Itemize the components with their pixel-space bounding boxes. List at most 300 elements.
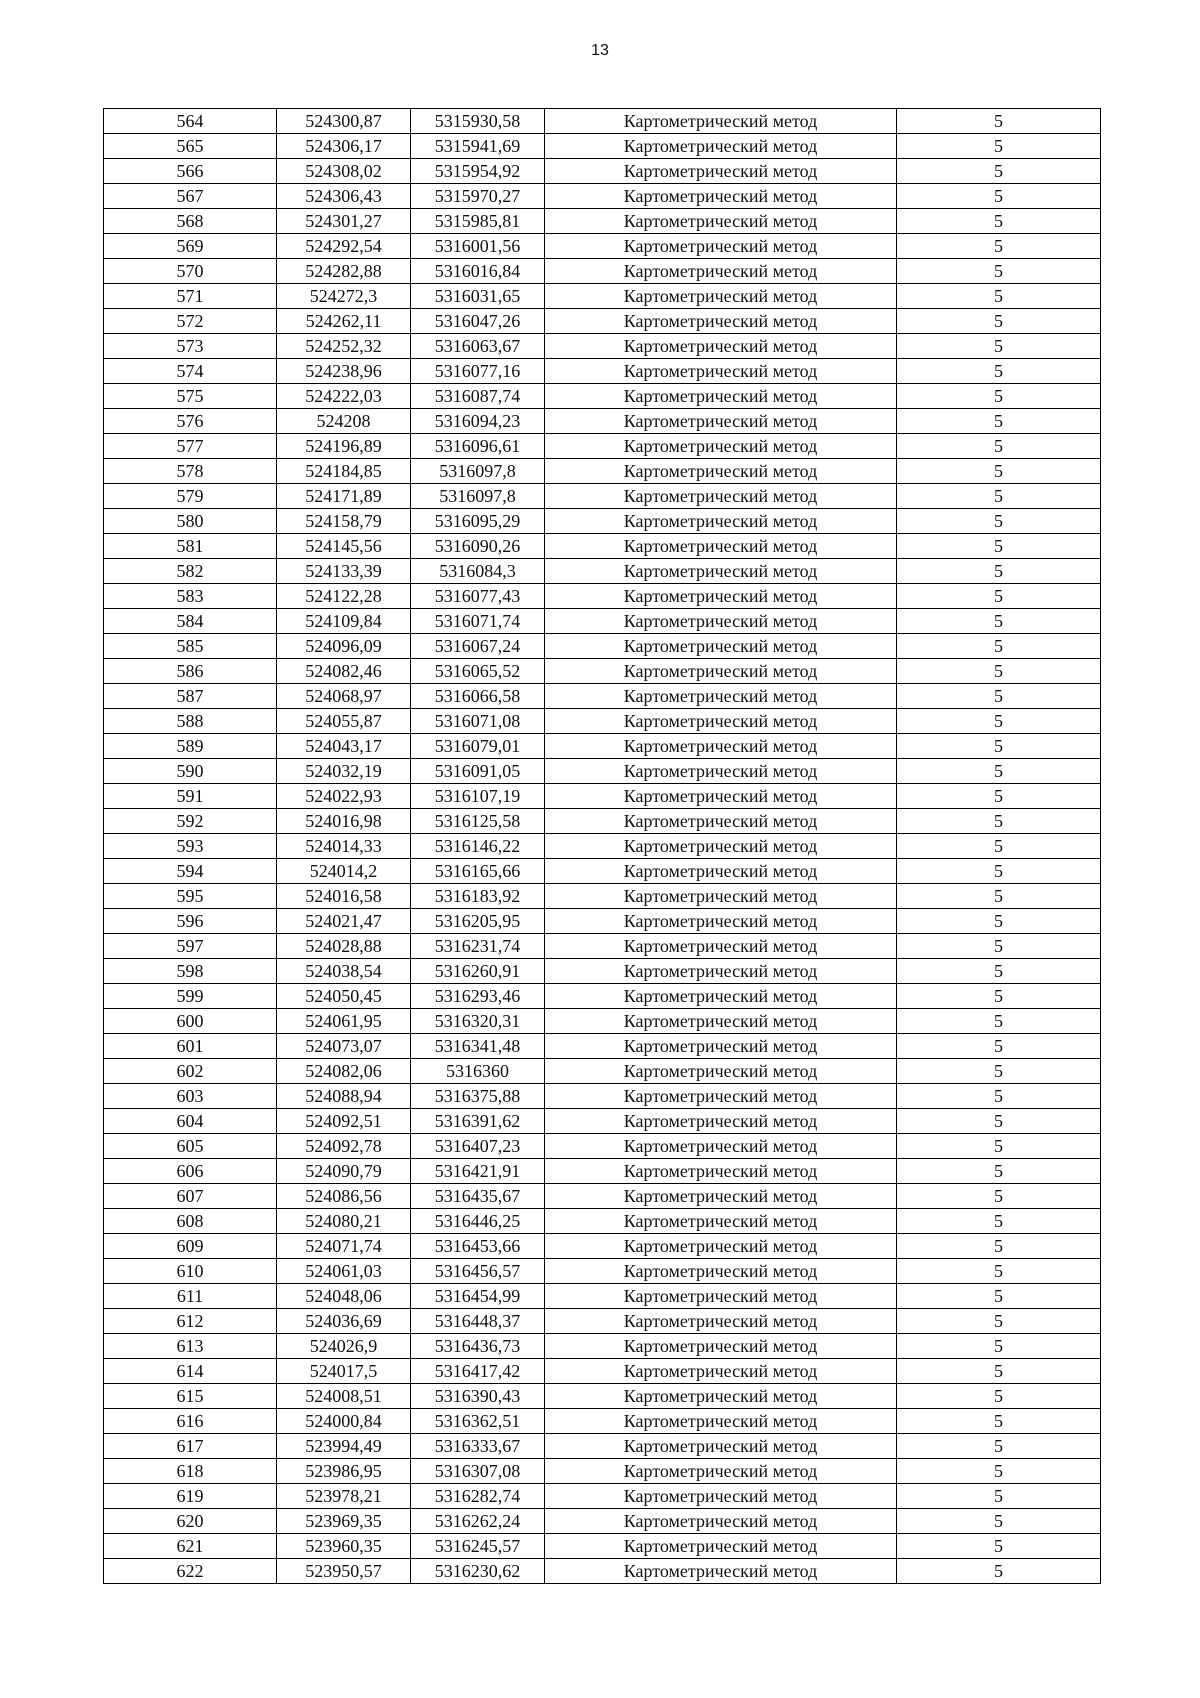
accuracy-cell: 5	[897, 134, 1101, 159]
method-cell: Картометрический метод	[545, 559, 897, 584]
accuracy-cell: 5	[897, 259, 1101, 284]
method-cell: Картометрический метод	[545, 1259, 897, 1284]
point-number-cell: 594	[104, 859, 277, 884]
point-number-cell: 611	[104, 1284, 277, 1309]
method-cell: Картометрический метод	[545, 484, 897, 509]
method-cell: Картометрический метод	[545, 334, 897, 359]
accuracy-cell: 5	[897, 1109, 1101, 1134]
x-coordinate-cell: 524016,58	[277, 884, 411, 909]
table-row	[104, 284, 1101, 309]
point-number-cell: 617	[104, 1434, 277, 1459]
accuracy-cell: 5	[897, 1359, 1101, 1384]
accuracy-cell: 5	[897, 1059, 1101, 1084]
y-coordinate-cell: 5315970,27	[411, 184, 545, 209]
point-number-cell: 577	[104, 434, 277, 459]
method-cell: Картометрический метод	[545, 984, 897, 1009]
table-row	[104, 759, 1101, 784]
point-number-cell: 585	[104, 634, 277, 659]
x-coordinate-cell: 523969,35	[277, 1509, 411, 1534]
method-cell: Картометрический метод	[545, 1484, 897, 1509]
point-number-cell: 587	[104, 684, 277, 709]
method-cell: Картометрический метод	[545, 1409, 897, 1434]
accuracy-cell: 5	[897, 159, 1101, 184]
accuracy-cell: 5	[897, 434, 1101, 459]
y-coordinate-cell: 5316077,16	[411, 359, 545, 384]
point-number-cell: 570	[104, 259, 277, 284]
accuracy-cell: 5	[897, 734, 1101, 759]
point-number-cell: 569	[104, 234, 277, 259]
method-cell: Картометрический метод	[545, 834, 897, 859]
method-cell: Картометрический метод	[545, 934, 897, 959]
method-cell: Картометрический метод	[545, 1009, 897, 1034]
x-coordinate-cell: 524008,51	[277, 1384, 411, 1409]
y-coordinate-cell: 5316071,08	[411, 709, 545, 734]
method-cell: Картометрический метод	[545, 1084, 897, 1109]
y-coordinate-cell: 5316065,52	[411, 659, 545, 684]
method-cell: Картометрический метод	[545, 584, 897, 609]
x-coordinate-cell: 524026,9	[277, 1334, 411, 1359]
table-row	[104, 159, 1101, 184]
y-coordinate-cell: 5316097,8	[411, 459, 545, 484]
table-row	[104, 459, 1101, 484]
y-coordinate-cell: 5315954,92	[411, 159, 545, 184]
table-row	[104, 809, 1101, 834]
accuracy-cell: 5	[897, 934, 1101, 959]
point-number-cell: 575	[104, 384, 277, 409]
point-number-cell: 565	[104, 134, 277, 159]
accuracy-cell: 5	[897, 484, 1101, 509]
point-number-cell: 602	[104, 1059, 277, 1084]
x-coordinate-cell: 524088,94	[277, 1084, 411, 1109]
x-coordinate-cell: 524122,28	[277, 584, 411, 609]
x-coordinate-cell: 524073,07	[277, 1034, 411, 1059]
point-number-cell: 586	[104, 659, 277, 684]
point-number-cell: 607	[104, 1184, 277, 1209]
method-cell: Картометрический метод	[545, 959, 897, 984]
y-coordinate-cell: 5316446,25	[411, 1209, 545, 1234]
accuracy-cell: 5	[897, 1384, 1101, 1409]
table-row	[104, 634, 1101, 659]
method-cell: Картометрический метод	[545, 809, 897, 834]
method-cell: Картометрический метод	[545, 909, 897, 934]
y-coordinate-cell: 5316031,65	[411, 284, 545, 309]
accuracy-cell: 5	[897, 1184, 1101, 1209]
accuracy-cell: 5	[897, 1459, 1101, 1484]
accuracy-cell: 5	[897, 684, 1101, 709]
accuracy-cell: 5	[897, 584, 1101, 609]
y-coordinate-cell: 5315941,69	[411, 134, 545, 159]
table-row	[104, 934, 1101, 959]
y-coordinate-cell: 5316231,74	[411, 934, 545, 959]
table-row	[104, 1134, 1101, 1159]
accuracy-cell: 5	[897, 1034, 1101, 1059]
accuracy-cell: 5	[897, 1409, 1101, 1434]
x-coordinate-cell: 524022,93	[277, 784, 411, 809]
point-number-cell: 603	[104, 1084, 277, 1109]
x-coordinate-cell: 524016,98	[277, 809, 411, 834]
point-number-cell: 576	[104, 409, 277, 434]
y-coordinate-cell: 5316260,91	[411, 959, 545, 984]
x-coordinate-cell: 524090,79	[277, 1159, 411, 1184]
point-number-cell: 593	[104, 834, 277, 859]
point-number-cell: 599	[104, 984, 277, 1009]
point-number-cell: 580	[104, 509, 277, 534]
point-number-cell: 579	[104, 484, 277, 509]
y-coordinate-cell: 5316448,37	[411, 1309, 545, 1334]
table-row	[104, 559, 1101, 584]
table-row	[104, 1159, 1101, 1184]
table-row	[104, 984, 1101, 1009]
y-coordinate-cell: 5315985,81	[411, 209, 545, 234]
accuracy-cell: 5	[897, 1134, 1101, 1159]
method-cell: Картометрический метод	[545, 1559, 897, 1584]
y-coordinate-cell: 5316146,22	[411, 834, 545, 859]
point-number-cell: 616	[104, 1409, 277, 1434]
point-number-cell: 589	[104, 734, 277, 759]
table-row	[104, 1434, 1101, 1459]
point-number-cell: 622	[104, 1559, 277, 1584]
point-number-cell: 620	[104, 1509, 277, 1534]
accuracy-cell: 5	[897, 184, 1101, 209]
y-coordinate-cell: 5316245,57	[411, 1534, 545, 1559]
table-row	[104, 884, 1101, 909]
y-coordinate-cell: 5316183,92	[411, 884, 545, 909]
x-coordinate-cell: 524014,2	[277, 859, 411, 884]
y-coordinate-cell: 5316421,91	[411, 1159, 545, 1184]
method-cell: Картометрический метод	[545, 409, 897, 434]
x-coordinate-cell: 524262,11	[277, 309, 411, 334]
method-cell: Картометрический метод	[545, 309, 897, 334]
method-cell: Картометрический метод	[545, 1459, 897, 1484]
method-cell: Картометрический метод	[545, 534, 897, 559]
point-number-cell: 596	[104, 909, 277, 934]
point-number-cell: 609	[104, 1234, 277, 1259]
table-row	[104, 1109, 1101, 1134]
table-row	[104, 684, 1101, 709]
method-cell: Картометрический метод	[545, 459, 897, 484]
accuracy-cell: 5	[897, 559, 1101, 584]
x-coordinate-cell: 524061,03	[277, 1259, 411, 1284]
method-cell: Картометрический метод	[545, 1509, 897, 1534]
y-coordinate-cell: 5316417,42	[411, 1359, 545, 1384]
table-row	[104, 859, 1101, 884]
method-cell: Картометрический метод	[545, 1384, 897, 1409]
point-number-cell: 592	[104, 809, 277, 834]
accuracy-cell: 5	[897, 884, 1101, 909]
y-coordinate-cell: 5316456,57	[411, 1259, 545, 1284]
x-coordinate-cell: 524300,87	[277, 109, 411, 134]
accuracy-cell: 5	[897, 459, 1101, 484]
accuracy-cell: 5	[897, 984, 1101, 1009]
point-number-cell: 573	[104, 334, 277, 359]
accuracy-cell: 5	[897, 334, 1101, 359]
x-coordinate-cell: 524308,02	[277, 159, 411, 184]
point-number-cell: 567	[104, 184, 277, 209]
table-row	[104, 259, 1101, 284]
x-coordinate-cell: 524061,95	[277, 1009, 411, 1034]
point-number-cell: 619	[104, 1484, 277, 1509]
accuracy-cell: 5	[897, 409, 1101, 434]
point-number-cell: 578	[104, 459, 277, 484]
point-number-cell: 615	[104, 1384, 277, 1409]
x-coordinate-cell: 524272,3	[277, 284, 411, 309]
table-row	[104, 1534, 1101, 1559]
x-coordinate-cell: 524055,87	[277, 709, 411, 734]
method-cell: Картометрический метод	[545, 709, 897, 734]
point-number-cell: 618	[104, 1459, 277, 1484]
point-number-cell: 610	[104, 1259, 277, 1284]
accuracy-cell: 5	[897, 659, 1101, 684]
table-row	[104, 1009, 1101, 1034]
method-cell: Картометрический метод	[545, 884, 897, 909]
y-coordinate-cell: 5316067,24	[411, 634, 545, 659]
table-row	[104, 334, 1101, 359]
method-cell: Картометрический метод	[545, 659, 897, 684]
method-cell: Картометрический метод	[545, 1334, 897, 1359]
coordinates-table-body	[104, 109, 1101, 1584]
y-coordinate-cell: 5316262,24	[411, 1509, 545, 1534]
accuracy-cell: 5	[897, 1534, 1101, 1559]
table-row	[104, 1184, 1101, 1209]
accuracy-cell: 5	[897, 859, 1101, 884]
point-number-cell: 584	[104, 609, 277, 634]
table-row	[104, 484, 1101, 509]
x-coordinate-cell: 523994,49	[277, 1434, 411, 1459]
table-row	[104, 659, 1101, 684]
accuracy-cell: 5	[897, 834, 1101, 859]
table-row	[104, 534, 1101, 559]
table-row	[104, 1509, 1101, 1534]
method-cell: Картометрический метод	[545, 1034, 897, 1059]
accuracy-cell: 5	[897, 1559, 1101, 1584]
method-cell: Картометрический метод	[545, 759, 897, 784]
table-row	[104, 109, 1101, 134]
method-cell: Картометрический метод	[545, 434, 897, 459]
x-coordinate-cell: 524282,88	[277, 259, 411, 284]
method-cell: Картометрический метод	[545, 859, 897, 884]
method-cell: Картометрический метод	[545, 1184, 897, 1209]
table-row	[104, 734, 1101, 759]
x-coordinate-cell: 524301,27	[277, 209, 411, 234]
x-coordinate-cell: 524048,06	[277, 1284, 411, 1309]
y-coordinate-cell: 5316066,58	[411, 684, 545, 709]
y-coordinate-cell: 5316333,67	[411, 1434, 545, 1459]
table-row	[104, 1359, 1101, 1384]
x-coordinate-cell: 523978,21	[277, 1484, 411, 1509]
method-cell: Картометрический метод	[545, 634, 897, 659]
table-row	[104, 909, 1101, 934]
y-coordinate-cell: 5316063,67	[411, 334, 545, 359]
point-number-cell: 588	[104, 709, 277, 734]
y-coordinate-cell: 5316077,43	[411, 584, 545, 609]
x-coordinate-cell: 524092,51	[277, 1109, 411, 1134]
method-cell: Картометрический метод	[545, 1534, 897, 1559]
y-coordinate-cell: 5316407,23	[411, 1134, 545, 1159]
x-coordinate-cell: 524109,84	[277, 609, 411, 634]
x-coordinate-cell: 524082,46	[277, 659, 411, 684]
point-number-cell: 612	[104, 1309, 277, 1334]
x-coordinate-cell: 524043,17	[277, 734, 411, 759]
method-cell: Картометрический метод	[545, 259, 897, 284]
table-row	[104, 1484, 1101, 1509]
y-coordinate-cell: 5316097,8	[411, 484, 545, 509]
table-row	[104, 1059, 1101, 1084]
method-cell: Картометрический метод	[545, 134, 897, 159]
accuracy-cell: 5	[897, 234, 1101, 259]
y-coordinate-cell: 5316341,48	[411, 1034, 545, 1059]
page-number: 13	[591, 42, 609, 59]
x-coordinate-cell: 524036,69	[277, 1309, 411, 1334]
method-cell: Картометрический метод	[545, 184, 897, 209]
point-number-cell: 564	[104, 109, 277, 134]
x-coordinate-cell: 524080,21	[277, 1209, 411, 1234]
table-row	[104, 1559, 1101, 1584]
point-number-cell: 613	[104, 1334, 277, 1359]
point-number-cell: 608	[104, 1209, 277, 1234]
y-coordinate-cell: 5316096,61	[411, 434, 545, 459]
x-coordinate-cell: 524032,19	[277, 759, 411, 784]
point-number-cell: 571	[104, 284, 277, 309]
table-row	[104, 959, 1101, 984]
x-coordinate-cell: 524096,09	[277, 634, 411, 659]
accuracy-cell: 5	[897, 1259, 1101, 1284]
x-coordinate-cell: 524145,56	[277, 534, 411, 559]
y-coordinate-cell: 5316084,3	[411, 559, 545, 584]
coordinates-table	[103, 108, 1101, 1584]
y-coordinate-cell: 5316362,51	[411, 1409, 545, 1434]
point-number-cell: 572	[104, 309, 277, 334]
accuracy-cell: 5	[897, 609, 1101, 634]
accuracy-cell: 5	[897, 1284, 1101, 1309]
x-coordinate-cell: 524208	[277, 409, 411, 434]
point-number-cell: 606	[104, 1159, 277, 1184]
method-cell: Картометрический метод	[545, 209, 897, 234]
accuracy-cell: 5	[897, 1309, 1101, 1334]
method-cell: Картометрический метод	[545, 784, 897, 809]
point-number-cell: 605	[104, 1134, 277, 1159]
table-row	[104, 434, 1101, 459]
table-row	[104, 1309, 1101, 1334]
y-coordinate-cell: 5316390,43	[411, 1384, 545, 1409]
accuracy-cell: 5	[897, 534, 1101, 559]
point-number-cell: 598	[104, 959, 277, 984]
x-coordinate-cell: 523986,95	[277, 1459, 411, 1484]
method-cell: Картометрический метод	[545, 234, 897, 259]
y-coordinate-cell: 5316320,31	[411, 1009, 545, 1034]
x-coordinate-cell: 524252,32	[277, 334, 411, 359]
method-cell: Картометрический метод	[545, 1109, 897, 1134]
y-coordinate-cell: 5316165,66	[411, 859, 545, 884]
y-coordinate-cell: 5316435,67	[411, 1184, 545, 1209]
x-coordinate-cell: 524021,47	[277, 909, 411, 934]
x-coordinate-cell: 524306,17	[277, 134, 411, 159]
x-coordinate-cell: 524068,97	[277, 684, 411, 709]
method-cell: Картометрический метод	[545, 1284, 897, 1309]
table-row	[104, 384, 1101, 409]
accuracy-cell: 5	[897, 1509, 1101, 1534]
point-number-cell: 597	[104, 934, 277, 959]
point-number-cell: 614	[104, 1359, 277, 1384]
y-coordinate-cell: 5316071,74	[411, 609, 545, 634]
table-row	[104, 1084, 1101, 1109]
point-number-cell: 582	[104, 559, 277, 584]
y-coordinate-cell: 5316391,62	[411, 1109, 545, 1134]
method-cell: Картометрический метод	[545, 1359, 897, 1384]
y-coordinate-cell: 5316095,29	[411, 509, 545, 534]
accuracy-cell: 5	[897, 809, 1101, 834]
y-coordinate-cell: 5316107,19	[411, 784, 545, 809]
table-row	[104, 209, 1101, 234]
table-row	[104, 1409, 1101, 1434]
accuracy-cell: 5	[897, 1084, 1101, 1109]
x-coordinate-cell: 524028,88	[277, 934, 411, 959]
method-cell: Картометрический метод	[545, 284, 897, 309]
method-cell: Картометрический метод	[545, 1134, 897, 1159]
y-coordinate-cell: 5316375,88	[411, 1084, 545, 1109]
y-coordinate-cell: 5316090,26	[411, 534, 545, 559]
table-row	[104, 609, 1101, 634]
x-coordinate-cell: 524133,39	[277, 559, 411, 584]
x-coordinate-cell: 524050,45	[277, 984, 411, 1009]
accuracy-cell: 5	[897, 1484, 1101, 1509]
table-row	[104, 709, 1101, 734]
y-coordinate-cell: 5316293,46	[411, 984, 545, 1009]
x-coordinate-cell: 524082,06	[277, 1059, 411, 1084]
y-coordinate-cell: 5316230,62	[411, 1559, 545, 1584]
point-number-cell: 574	[104, 359, 277, 384]
method-cell: Картометрический метод	[545, 1059, 897, 1084]
table-row	[104, 1384, 1101, 1409]
point-number-cell: 601	[104, 1034, 277, 1059]
x-coordinate-cell: 523950,57	[277, 1559, 411, 1584]
accuracy-cell: 5	[897, 634, 1101, 659]
table-row	[104, 1459, 1101, 1484]
y-coordinate-cell: 5316016,84	[411, 259, 545, 284]
y-coordinate-cell: 5316282,74	[411, 1484, 545, 1509]
table-row	[104, 834, 1101, 859]
table-row	[104, 509, 1101, 534]
table-row	[104, 184, 1101, 209]
accuracy-cell: 5	[897, 284, 1101, 309]
y-coordinate-cell: 5316079,01	[411, 734, 545, 759]
x-coordinate-cell: 524071,74	[277, 1234, 411, 1259]
accuracy-cell: 5	[897, 209, 1101, 234]
accuracy-cell: 5	[897, 1334, 1101, 1359]
table-row	[104, 309, 1101, 334]
point-number-cell: 621	[104, 1534, 277, 1559]
accuracy-cell: 5	[897, 109, 1101, 134]
table-row	[104, 784, 1101, 809]
y-coordinate-cell: 5316091,05	[411, 759, 545, 784]
method-cell: Картометрический метод	[545, 734, 897, 759]
x-coordinate-cell: 524222,03	[277, 384, 411, 409]
accuracy-cell: 5	[897, 909, 1101, 934]
y-coordinate-cell: 5316087,74	[411, 384, 545, 409]
table-row	[104, 409, 1101, 434]
method-cell: Картометрический метод	[545, 1209, 897, 1234]
accuracy-cell: 5	[897, 1434, 1101, 1459]
accuracy-cell: 5	[897, 1209, 1101, 1234]
accuracy-cell: 5	[897, 1234, 1101, 1259]
table-row	[104, 584, 1101, 609]
method-cell: Картометрический метод	[545, 1309, 897, 1334]
accuracy-cell: 5	[897, 709, 1101, 734]
y-coordinate-cell: 5315930,58	[411, 109, 545, 134]
y-coordinate-cell: 5316436,73	[411, 1334, 545, 1359]
x-coordinate-cell: 524092,78	[277, 1134, 411, 1159]
x-coordinate-cell: 524086,56	[277, 1184, 411, 1209]
y-coordinate-cell: 5316205,95	[411, 909, 545, 934]
